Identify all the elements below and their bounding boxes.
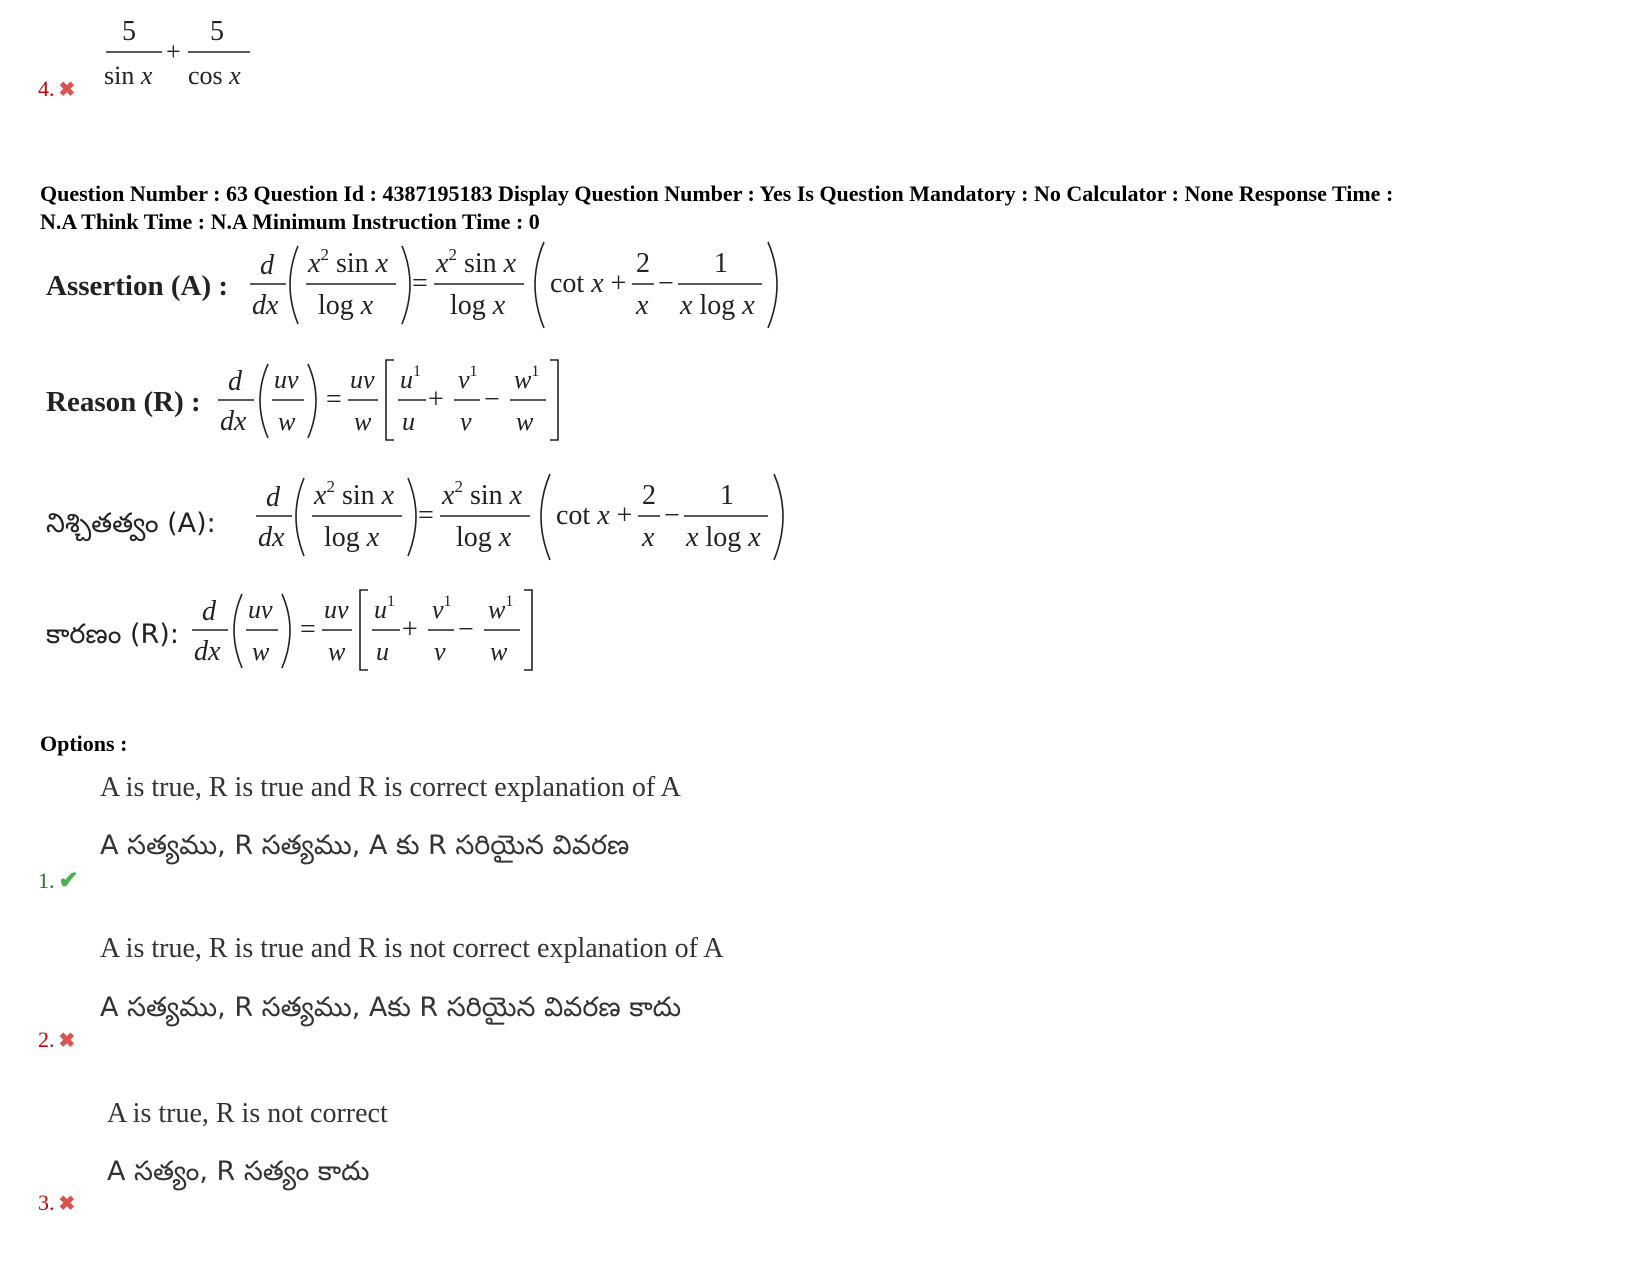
svg-text:v1: $v^1$ [432,593,452,624]
option-1-telugu: A సత్యము, R సత్యము, A కు R సరియైన వివరణ [100,830,630,861]
svg-text:w1: $w^1$ [488,593,514,624]
svg-text:w: w [252,637,270,666]
reason-formula [218,360,558,440]
svg-text:5: 5 [210,16,224,47]
svg-text:d: d [266,482,280,513]
svg-text:+: + [402,614,418,645]
svg-text:cot x +: cot x + [556,500,633,531]
svg-text:v: v [434,637,446,666]
svg-text:log x: log x [456,522,512,553]
svg-text:d: d [260,250,274,281]
options-label: Options : [40,731,128,756]
svg-text:x2 sin x: $x^2$ sin x [442,477,523,511]
svg-text:−: − [664,500,680,531]
reason-label: Reason (R) : [46,386,201,418]
svg-text:=: = [418,500,434,531]
svg-text:v: v [460,407,472,436]
svg-text:d: d [202,596,216,627]
prev-option-4-formula [100,8,270,88]
check-icon: ✔ [58,868,79,894]
prev-option-4 [38,76,75,102]
svg-text:=: = [412,268,428,299]
svg-text:2: 2 [636,248,650,279]
svg-text:+: + [166,37,181,66]
svg-text:x: x [636,290,649,321]
svg-text:=: = [300,614,316,645]
svg-text:x2 sin x: $x^2$ sin x [308,245,389,279]
assertion-te-block [46,472,846,572]
option-3-telugu: A సత్యం, R సత్యం కాదు [107,1156,370,1187]
assertion-label-te: నిశ్చితత్వం (A): [46,508,216,539]
svg-text:w: w [354,407,372,436]
option-2-english: A is true, R is true and R is not correct explanation of A [100,933,724,964]
question-header-line-2: N.A Think Time : N.A Minimum Instruction Time : 0 [40,209,540,234]
svg-text:−: − [658,268,674,299]
reason-te-formula [192,590,532,670]
svg-text:x log x: x log x [686,522,761,553]
svg-text:d: d [228,366,242,397]
assertion-formula [250,242,777,328]
reason-te-block [46,588,646,688]
option-number: 2. [38,1027,55,1052]
svg-text:dx: dx [258,522,285,553]
svg-text:w: w [278,407,296,436]
svg-text:5: 5 [122,16,136,47]
svg-text:1: 1 [720,480,734,511]
svg-text:uv: uv [248,595,273,624]
svg-text:x: x [642,522,655,553]
svg-text:u1: $u^1$ [374,593,395,624]
svg-text:w: w [516,407,534,436]
svg-text:uv: uv [350,365,375,394]
svg-text:v1: $v^1$ [458,363,478,394]
svg-text:w: w [490,637,508,666]
reason-block [46,358,646,458]
option-number: 1. [38,868,55,893]
svg-text:x2 sin x: $x^2$ sin x [314,477,395,511]
svg-text:−: − [484,384,500,415]
svg-text:dx: dx [252,290,279,321]
svg-text:+: + [428,384,444,415]
svg-text:w1: $w^1$ [514,363,540,394]
svg-text:1: 1 [714,248,728,279]
option-2-telugu: A సత్యము, R సత్యము, Aకు R సరియైన వివరణ కాదు [100,992,682,1023]
option-3-marker [38,1190,75,1216]
svg-text:w: w [328,637,346,666]
svg-text:cot x +: cot x + [550,268,627,299]
svg-text:=: = [326,384,342,415]
svg-text:u: u [376,637,389,666]
cross-icon: ✖ [58,1193,76,1215]
svg-text:log x: log x [324,522,380,553]
svg-text:u: u [402,407,415,436]
reason-label-te: కారణం (R): [46,619,179,650]
svg-text:u1: $u^1$ [400,363,421,394]
svg-text:log x: log x [318,290,374,321]
option-1-marker [38,866,79,895]
option-2-marker [38,1027,75,1053]
cross-icon: ✖ [58,1030,76,1052]
svg-text:uv: uv [324,595,349,624]
svg-text:uv: uv [274,365,299,394]
svg-text:2: 2 [642,480,656,511]
option-1-english: A is true, R is true and R is correct explanation of A [100,772,681,803]
option-number: 3. [38,1190,55,1215]
assertion-label: Assertion (A) : [46,270,229,302]
svg-text:cos x: cos x [188,61,241,90]
svg-text:dx: dx [194,636,221,667]
svg-text:log x: log x [450,290,506,321]
option-number: 4. [38,76,55,101]
svg-text:−: − [458,614,474,645]
svg-text:x log x: x log x [680,290,755,321]
svg-text:sin x: sin x [104,61,153,90]
assertion-block [46,240,846,340]
question-header [40,180,1620,236]
svg-text:x2 sin x: $x^2$ sin x [436,245,517,279]
assertion-te-formula [256,474,783,560]
cross-icon: ✖ [58,79,76,101]
option-3-english: A is true, R is not correct [107,1098,388,1129]
svg-text:dx: dx [220,406,247,437]
question-header-line-1: Question Number : 63 Question Id : 4387195183 Display Question Number : Yes Is Question Mandatory : No Calculator : None Response Time : [40,181,1394,206]
